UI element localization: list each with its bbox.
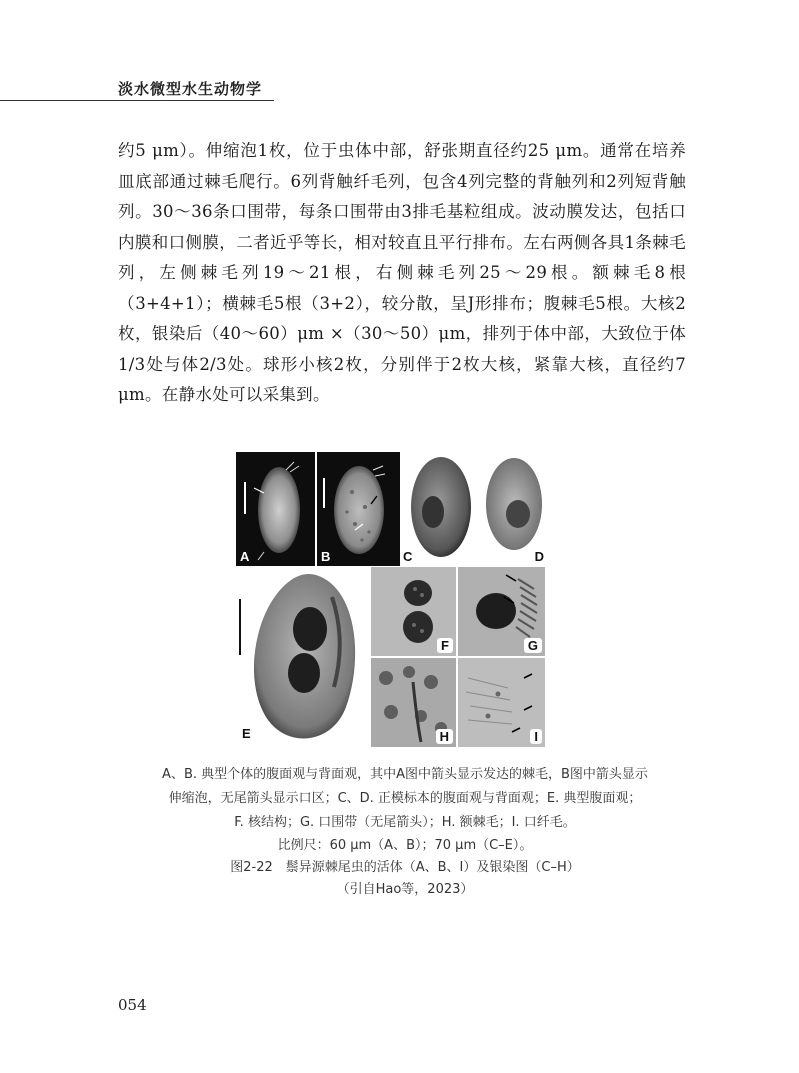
- panel-label-f: F: [437, 638, 453, 653]
- figure-title: 图2-22 鬃异源棘尾虫的活体（A、B、I）及银染图（C–H）: [230, 860, 580, 875]
- panel-f: [371, 567, 456, 656]
- panel-label-g: G: [524, 638, 542, 653]
- panel-h: [371, 658, 456, 747]
- scale-bar-e: [239, 599, 241, 655]
- panel-c-micrograph: [401, 452, 477, 566]
- panel-b: [317, 452, 400, 566]
- body-paragraph: 约5 μm）。伸缩泡1枚，位于虫体中部，舒张期直径约25 μm。通常在培养皿底部通过棘毛爬行。6列背触纤毛列，包含4列完整的背触列和2列短背触列。30～36条口围带，每条口围带由3排毛基粒组成。波动膜发达，包括口内膜和口侧膜，二者近乎等长，相对较直且平行排布。左右两侧各具1条棘毛列，左侧棘毛列19～21根，右侧棘毛列25～29根。额棘毛8根（3+4+1）；横棘毛5根（3+2），较分散，呈J形排布；腹棘毛5根。大核2枚，银染后（40～60）μm ×（30～50）μm，排列于体中部，大致位于体1/3处与体2/3处。球形小核2枚，分别伴于2枚大核，紧靠大核，直径约7 μm。在静水处可以采集到。: [118, 141, 686, 404]
- panel-c: [401, 452, 477, 566]
- panel-d: [478, 452, 548, 566]
- body-text: [118, 136, 686, 411]
- panel-i: [458, 658, 545, 747]
- panel-label-e: E: [242, 726, 251, 741]
- caption-line-1: A、B. 典型个体的腹面观与背面观，其中A图中箭头显示发达的棘毛，B图中箭头显示: [162, 767, 648, 782]
- panel-label-b: B: [321, 549, 331, 564]
- caption-line-2: 伸缩泡，无尾箭头显示口区；C、D. 正模标本的腹面观与背面观；E. 典型腹面观；: [168, 791, 642, 806]
- figure-source: （引自Hao等，2023）: [336, 882, 474, 897]
- panel-label-d: D: [534, 549, 544, 564]
- panel-e-micrograph: [236, 567, 369, 747]
- panel-e: [236, 567, 369, 747]
- panel-label-a: A: [240, 549, 250, 564]
- page-number: 054: [118, 996, 147, 1014]
- panel-label-h: H: [436, 729, 453, 744]
- header-rule: [0, 100, 274, 101]
- running-title: 淡水微型水生动物学: [118, 80, 263, 98]
- panel-label-c: C: [403, 549, 413, 564]
- caption-line-4: 比例尺：60 μm（A、B）；70 μm（C–E）。: [277, 838, 533, 853]
- panel-a: [236, 452, 315, 566]
- caption-line-3: F. 核结构；G. 口围带（无尾箭头）；H. 额棘毛；I. 口纤毛。: [234, 815, 576, 830]
- scale-bar-b: [323, 478, 325, 508]
- panel-label-i: I: [530, 729, 542, 744]
- scale-bar-a: [244, 482, 246, 514]
- panel-g: [458, 567, 545, 656]
